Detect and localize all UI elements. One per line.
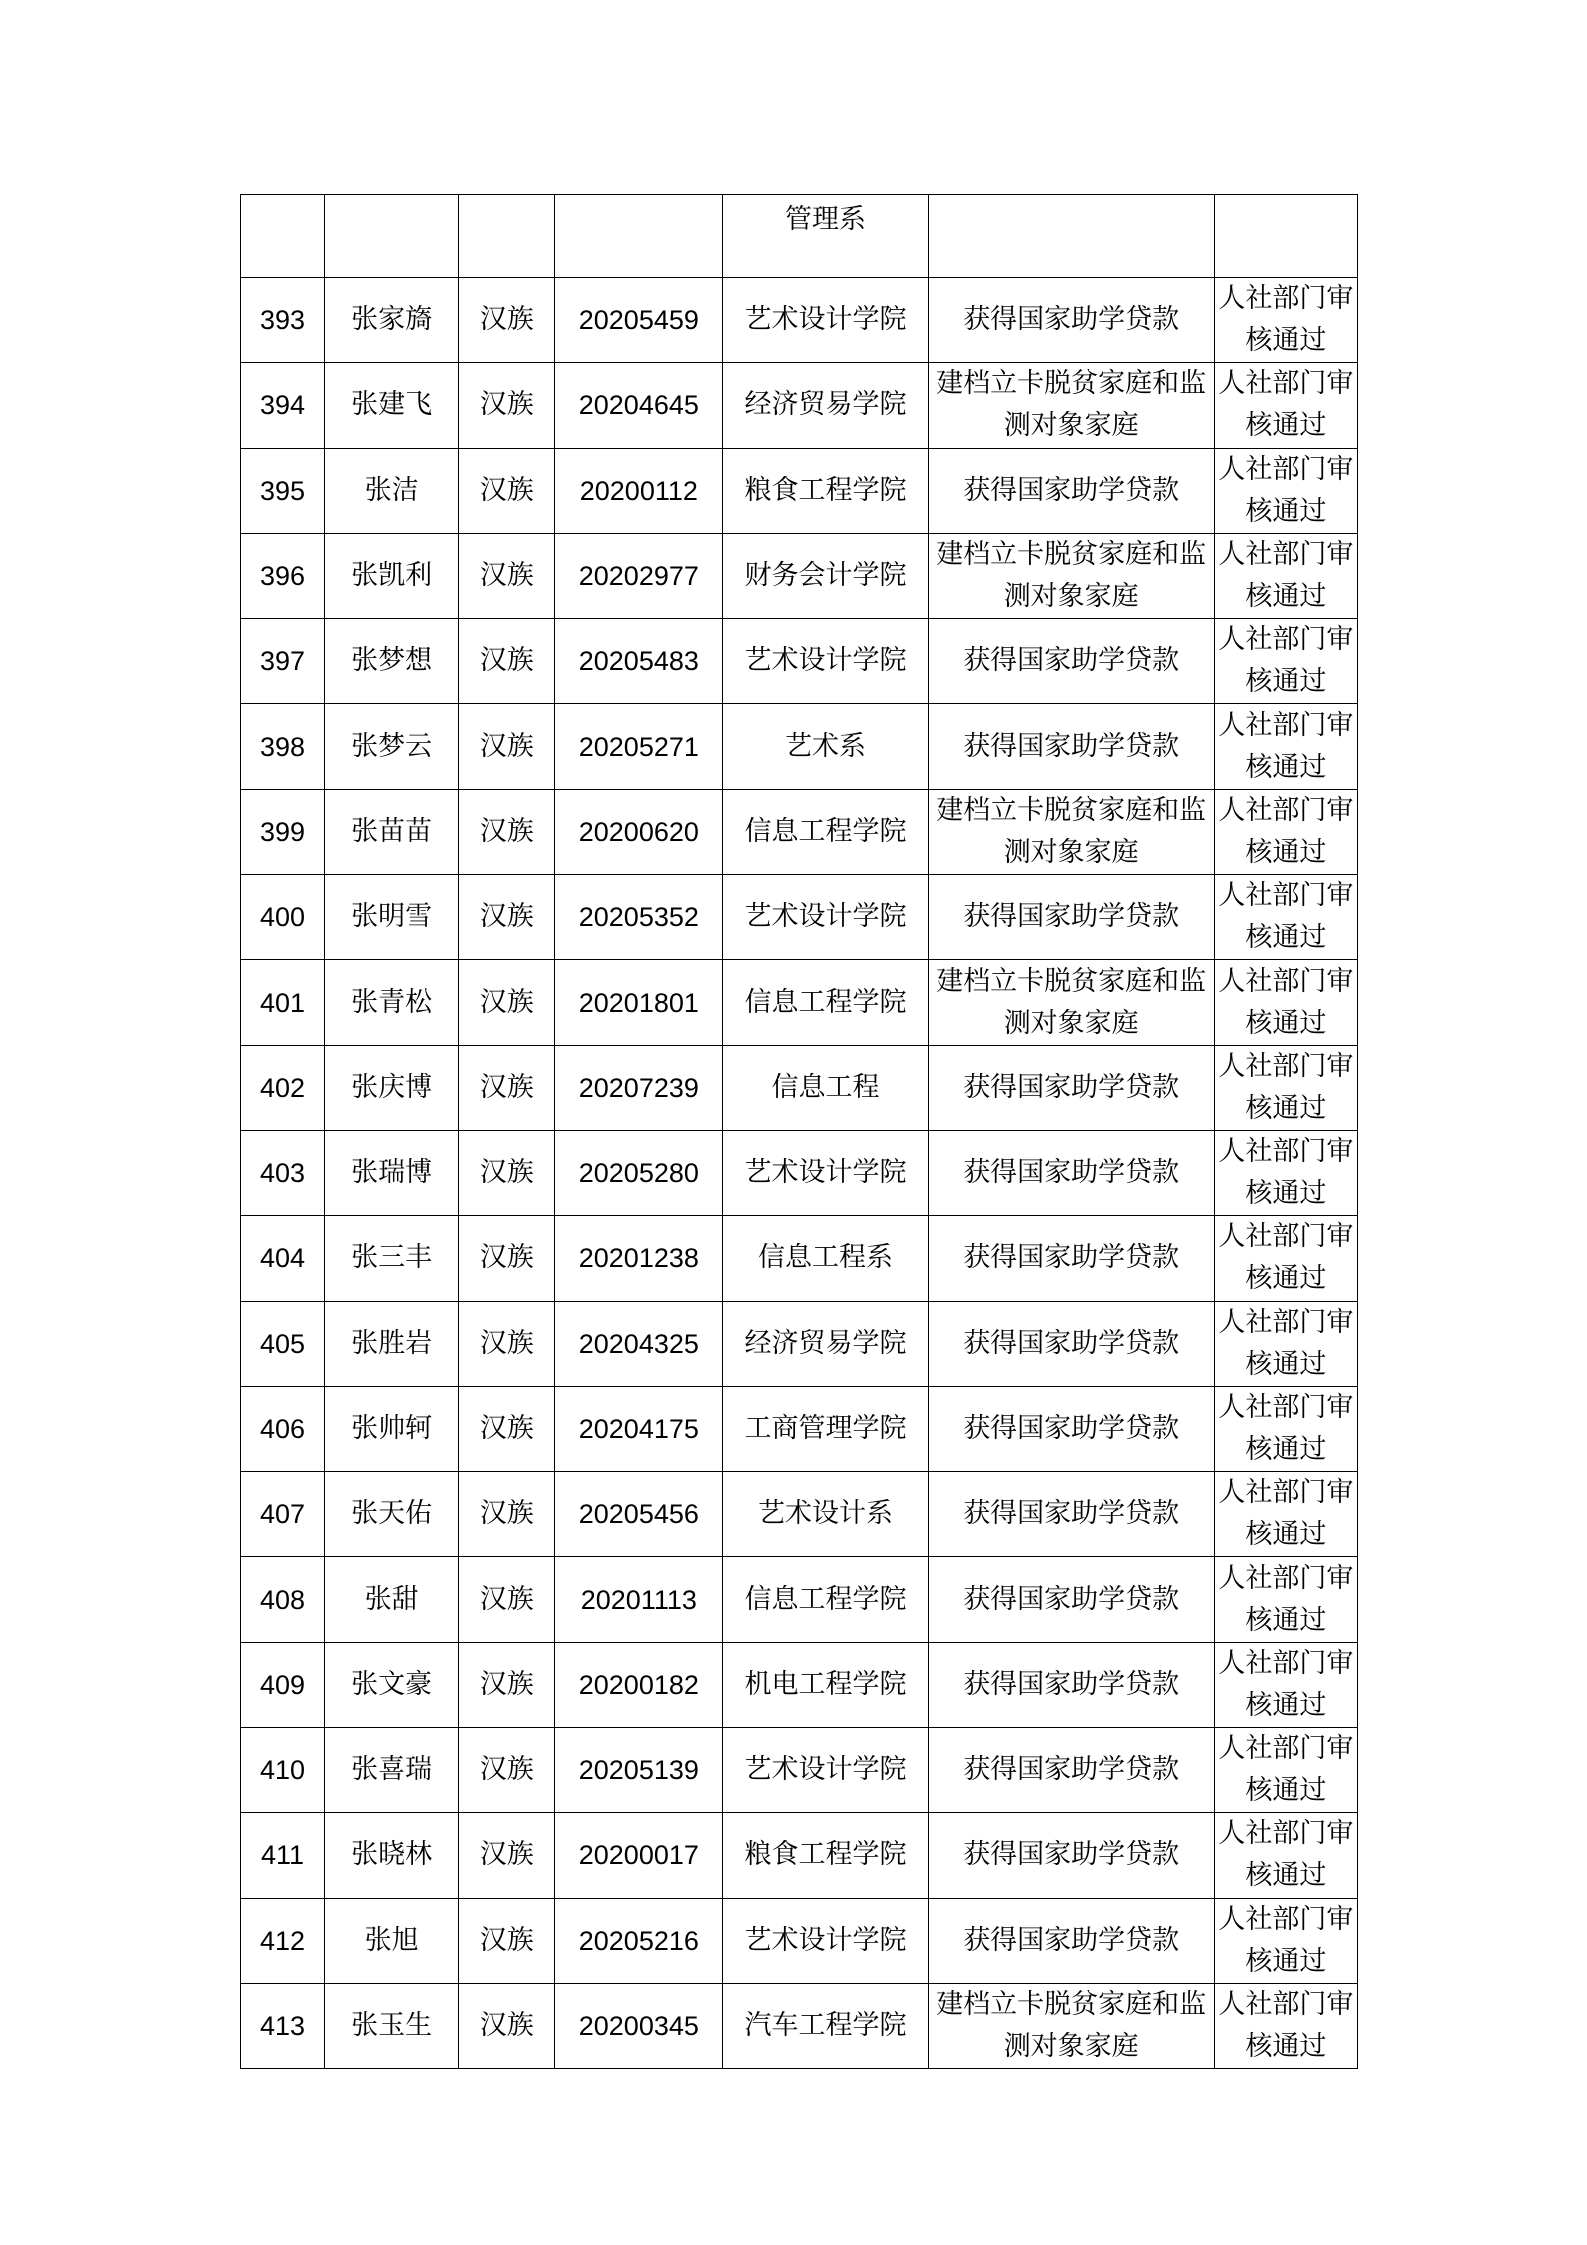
- cell-college: 财务会计学院: [723, 533, 928, 618]
- table-row: [241, 1898, 1358, 1983]
- cell-name: 张帅轲: [325, 1386, 459, 1471]
- cell-index: 399: [241, 789, 325, 874]
- cell-status: 人社部门审核通过: [1214, 789, 1357, 874]
- cell-ethnicity: 汉族: [459, 619, 555, 704]
- cell-index: 395: [241, 448, 325, 533]
- cell-student-id: 20204645: [555, 363, 723, 448]
- cell-name: 张喜瑞: [325, 1728, 459, 1813]
- cell-college: 机电工程学院: [723, 1642, 928, 1727]
- cell-college: 经济贸易学院: [723, 1301, 928, 1386]
- cell-status: 人社部门审核通过: [1214, 1898, 1357, 1983]
- cell-ethnicity: 汉族: [459, 875, 555, 960]
- cell-ethnicity: 汉族: [459, 1045, 555, 1130]
- cell-ethnicity: 汉族: [459, 448, 555, 533]
- cell-status: 人社部门审核通过: [1214, 704, 1357, 789]
- cell-reason: [928, 195, 1214, 278]
- cell-student-id: 20205483: [555, 619, 723, 704]
- cell-student-id: 20205216: [555, 1898, 723, 1983]
- cell-index: 398: [241, 704, 325, 789]
- cell-student-id: [555, 195, 723, 278]
- table-row: [241, 1386, 1358, 1471]
- cell-status: 人社部门审核通过: [1214, 533, 1357, 618]
- table-row: [241, 789, 1358, 874]
- cell-index: 406: [241, 1386, 325, 1471]
- cell-reason: 建档立卡脱贫家庭和监测对象家庭: [928, 363, 1214, 448]
- cell-name: 张青松: [325, 960, 459, 1045]
- cell-status: 人社部门审核通过: [1214, 1045, 1357, 1130]
- table-row: [241, 1472, 1358, 1557]
- cell-student-id: 20200620: [555, 789, 723, 874]
- cell-reason: 获得国家助学贷款: [928, 1472, 1214, 1557]
- cell-college: 信息工程系: [723, 1216, 928, 1301]
- cell-college: 艺术设计学院: [723, 278, 928, 363]
- cell-reason: 建档立卡脱贫家庭和监测对象家庭: [928, 960, 1214, 1045]
- cell-college: 工商管理学院: [723, 1386, 928, 1471]
- cell-ethnicity: 汉族: [459, 278, 555, 363]
- table-row: [241, 533, 1358, 618]
- cell-student-id: 20201801: [555, 960, 723, 1045]
- cell-index: 400: [241, 875, 325, 960]
- cell-name: 张文豪: [325, 1642, 459, 1727]
- cell-index: 407: [241, 1472, 325, 1557]
- cell-reason: 获得国家助学贷款: [928, 1642, 1214, 1727]
- cell-index: 410: [241, 1728, 325, 1813]
- cell-ethnicity: [459, 195, 555, 278]
- cell-index: 393: [241, 278, 325, 363]
- cell-ethnicity: 汉族: [459, 1983, 555, 2068]
- cell-student-id: 20205280: [555, 1130, 723, 1215]
- cell-reason: 获得国家助学贷款: [928, 1301, 1214, 1386]
- cell-index: 408: [241, 1557, 325, 1642]
- cell-reason: 建档立卡脱贫家庭和监测对象家庭: [928, 789, 1214, 874]
- table-row: [241, 1045, 1358, 1130]
- cell-name: 张明雪: [325, 875, 459, 960]
- cell-college: 艺术系: [723, 704, 928, 789]
- cell-student-id: 20205456: [555, 1472, 723, 1557]
- cell-reason: 建档立卡脱贫家庭和监测对象家庭: [928, 533, 1214, 618]
- cell-ethnicity: 汉族: [459, 533, 555, 618]
- cell-ethnicity: 汉族: [459, 1130, 555, 1215]
- cell-student-id: 20205459: [555, 278, 723, 363]
- cell-status: 人社部门审核通过: [1214, 1728, 1357, 1813]
- cell-ethnicity: 汉族: [459, 1472, 555, 1557]
- cell-reason: 建档立卡脱贫家庭和监测对象家庭: [928, 1983, 1214, 2068]
- cell-name: 张胜岩: [325, 1301, 459, 1386]
- cell-status: 人社部门审核通过: [1214, 1216, 1357, 1301]
- cell-name: 张晓林: [325, 1813, 459, 1898]
- cell-name: 张甜: [325, 1557, 459, 1642]
- cell-reason: 获得国家助学贷款: [928, 1386, 1214, 1471]
- table-row: [241, 960, 1358, 1045]
- cell-student-id: 20207239: [555, 1045, 723, 1130]
- cell-index: 411: [241, 1813, 325, 1898]
- cell-name: [325, 195, 459, 278]
- cell-ethnicity: 汉族: [459, 1642, 555, 1727]
- cell-index: 403: [241, 1130, 325, 1215]
- table-row: [241, 1301, 1358, 1386]
- table-row: [241, 1728, 1358, 1813]
- student-roster-table: [240, 194, 1358, 2069]
- cell-status: 人社部门审核通过: [1214, 1130, 1357, 1215]
- cell-reason: 获得国家助学贷款: [928, 1216, 1214, 1301]
- cell-student-id: 20201113: [555, 1557, 723, 1642]
- table-row: [241, 1557, 1358, 1642]
- cell-status: 人社部门审核通过: [1214, 960, 1357, 1045]
- cell-index: 409: [241, 1642, 325, 1727]
- cell-status: 人社部门审核通过: [1214, 1983, 1357, 2068]
- table-row: [241, 1983, 1358, 2068]
- cell-index: 402: [241, 1045, 325, 1130]
- cell-index: 394: [241, 363, 325, 448]
- cell-student-id: 20205139: [555, 1728, 723, 1813]
- cell-name: 张庆博: [325, 1045, 459, 1130]
- table-row: [241, 448, 1358, 533]
- table-row: [241, 363, 1358, 448]
- cell-status: 人社部门审核通过: [1214, 1301, 1357, 1386]
- cell-status: 人社部门审核通过: [1214, 363, 1357, 448]
- cell-student-id: 20200017: [555, 1813, 723, 1898]
- roster-body: [241, 195, 1358, 2069]
- cell-name: 张洁: [325, 448, 459, 533]
- cell-status: 人社部门审核通过: [1214, 448, 1357, 533]
- cell-student-id: 20204325: [555, 1301, 723, 1386]
- cell-index: 396: [241, 533, 325, 618]
- cell-name: 张旭: [325, 1898, 459, 1983]
- cell-college: 汽车工程学院: [723, 1983, 928, 2068]
- cell-student-id: 20205271: [555, 704, 723, 789]
- cell-ethnicity: 汉族: [459, 1898, 555, 1983]
- table-row: [241, 1642, 1358, 1727]
- cell-status: 人社部门审核通过: [1214, 1472, 1357, 1557]
- cell-index: 401: [241, 960, 325, 1045]
- cell-student-id: 20201238: [555, 1216, 723, 1301]
- cell-reason: 获得国家助学贷款: [928, 448, 1214, 533]
- cell-name: 张家旖: [325, 278, 459, 363]
- cell-index: 413: [241, 1983, 325, 2068]
- cell-college: 艺术设计学院: [723, 1728, 928, 1813]
- table-row: [241, 875, 1358, 960]
- cell-ethnicity: 汉族: [459, 1216, 555, 1301]
- cell-ethnicity: 汉族: [459, 1813, 555, 1898]
- cell-college: 粮食工程学院: [723, 448, 928, 533]
- cell-index: 405: [241, 1301, 325, 1386]
- table-row: [241, 619, 1358, 704]
- cell-name: 张天佑: [325, 1472, 459, 1557]
- cell-status: 人社部门审核通过: [1214, 1642, 1357, 1727]
- cell-ethnicity: 汉族: [459, 1557, 555, 1642]
- cell-index: 412: [241, 1898, 325, 1983]
- cell-college: 艺术设计学院: [723, 1898, 928, 1983]
- cell-college: 信息工程: [723, 1045, 928, 1130]
- cell-reason: 获得国家助学贷款: [928, 1728, 1214, 1813]
- cell-ethnicity: 汉族: [459, 1728, 555, 1813]
- cell-college: 信息工程学院: [723, 789, 928, 874]
- cell-student-id: 20205352: [555, 875, 723, 960]
- cell-college: 艺术设计学院: [723, 619, 928, 704]
- cell-name: 张三丰: [325, 1216, 459, 1301]
- table-row: [241, 278, 1358, 363]
- cell-college: 信息工程学院: [723, 960, 928, 1045]
- cell-college: 艺术设计学院: [723, 875, 928, 960]
- cell-name: 张苗苗: [325, 789, 459, 874]
- cell-student-id: 20200345: [555, 1983, 723, 2068]
- cell-status: 人社部门审核通过: [1214, 1386, 1357, 1471]
- cell-college: 艺术设计系: [723, 1472, 928, 1557]
- cell-index: [241, 195, 325, 278]
- cell-status: [1214, 195, 1357, 278]
- cell-college: 管理系: [723, 195, 928, 278]
- continuation-row: [241, 195, 1358, 278]
- cell-status: 人社部门审核通过: [1214, 278, 1357, 363]
- cell-student-id: 20202977: [555, 533, 723, 618]
- cell-reason: 获得国家助学贷款: [928, 1130, 1214, 1215]
- cell-ethnicity: 汉族: [459, 960, 555, 1045]
- cell-reason: 获得国家助学贷款: [928, 1813, 1214, 1898]
- cell-name: 张凯利: [325, 533, 459, 618]
- cell-ethnicity: 汉族: [459, 789, 555, 874]
- cell-college: 信息工程学院: [723, 1557, 928, 1642]
- cell-ethnicity: 汉族: [459, 363, 555, 448]
- cell-college: 经济贸易学院: [723, 363, 928, 448]
- cell-index: 397: [241, 619, 325, 704]
- cell-index: 404: [241, 1216, 325, 1301]
- cell-status: 人社部门审核通过: [1214, 1557, 1357, 1642]
- table-row: [241, 1216, 1358, 1301]
- cell-reason: 获得国家助学贷款: [928, 278, 1214, 363]
- cell-status: 人社部门审核通过: [1214, 1813, 1357, 1898]
- cell-name: 张玉生: [325, 1983, 459, 2068]
- cell-name: 张建飞: [325, 363, 459, 448]
- cell-college: 粮食工程学院: [723, 1813, 928, 1898]
- cell-status: 人社部门审核通过: [1214, 875, 1357, 960]
- cell-name: 张梦云: [325, 704, 459, 789]
- cell-ethnicity: 汉族: [459, 1386, 555, 1471]
- cell-reason: 获得国家助学贷款: [928, 875, 1214, 960]
- cell-ethnicity: 汉族: [459, 1301, 555, 1386]
- cell-name: 张梦想: [325, 619, 459, 704]
- cell-college: 艺术设计学院: [723, 1130, 928, 1215]
- table-row: [241, 1130, 1358, 1215]
- cell-reason: 获得国家助学贷款: [928, 1045, 1214, 1130]
- cell-ethnicity: 汉族: [459, 704, 555, 789]
- cell-reason: 获得国家助学贷款: [928, 704, 1214, 789]
- table-row: [241, 1813, 1358, 1898]
- cell-reason: 获得国家助学贷款: [928, 619, 1214, 704]
- cell-student-id: 20200182: [555, 1642, 723, 1727]
- cell-reason: 获得国家助学贷款: [928, 1898, 1214, 1983]
- cell-student-id: 20200112: [555, 448, 723, 533]
- cell-status: 人社部门审核通过: [1214, 619, 1357, 704]
- cell-reason: 获得国家助学贷款: [928, 1557, 1214, 1642]
- cell-student-id: 20204175: [555, 1386, 723, 1471]
- cell-name: 张瑞博: [325, 1130, 459, 1215]
- table-row: [241, 704, 1358, 789]
